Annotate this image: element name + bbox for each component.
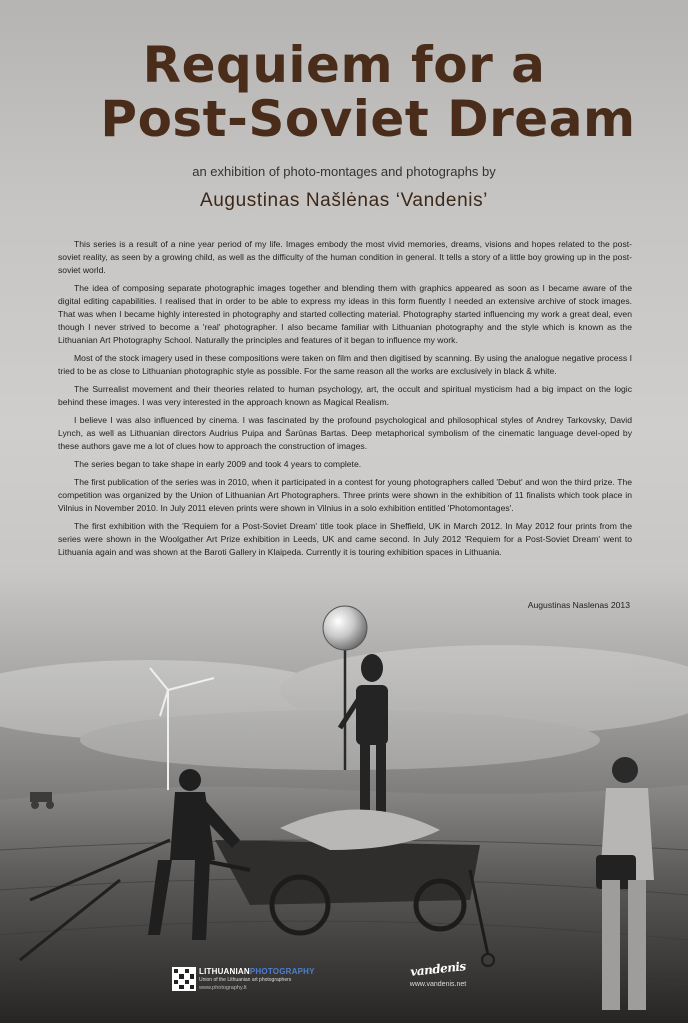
paragraph: Most of the stock imagery used in these compositions were taken on film and then digitised by scanning. By using the analogue negative process I tried to be as close to Lithuanian photographic style as possible. For the same reason all the works are exclusively in black & white. <box>58 353 632 376</box>
paragraph: I believe I was also influenced by cinema. I was fascinated by the profound psychological and philosophical styles of Andrey Tarkovsky, David Lynch, as well as Lithuanian directors Audrius Puipa and Šarūnas Bartas. Deep metaphorical symbolism of the cinematic language devel-oped by these authors gave me a lot of clues how to approach the construction of images. <box>58 415 632 451</box>
statement-text <box>58 238 632 564</box>
vandenis-signature: vandenis <box>409 959 467 979</box>
lp-logo-subtitle: Union of the Lithuanian art photographers <box>199 977 292 983</box>
lithuanian-photography-mark-icon <box>172 967 196 991</box>
paragraph: The idea of composing separate photographic images together and blending them with graphics appeared as soon as I became aware of the digital editing capabilities. I realised that in order to be able to express my ideas in this form fluently I needed an extensive archive of stock images. That was when I became highly interested in photography and started collecting material. Photography started influencing my work a great deal, even though I never strived to become a 'real' photographer. I also became familiar with Lithuanian photography and the style which is known as the Lithuanian Art Photography School. Naturally the principles and features of it began to influence my work. <box>58 283 632 345</box>
exhibition-subtitle: an exhibition of photo-montages and photographs by <box>192 164 496 179</box>
poster-title-line-1: Requiem for a <box>142 36 546 94</box>
vandenis-logo <box>398 959 478 988</box>
author-signature-line: Augustinas Naslenas 2013 <box>527 600 630 610</box>
vandenis-url: www.vandenis.net <box>409 981 467 988</box>
paragraph: This series is a result of a nine year period of my life. Images embody the most vivid memories, dreams, visions and hopes related to the post-soviet reality, as seen by a growing child, as well as the difficulty of the human condition in general. It tells a story of a little boy growing up in the post-soviet world. <box>58 239 632 275</box>
poster-title-line-2: Post-Soviet Dream <box>100 90 636 148</box>
lp-logo-name: LITHUANIANPHOTOGRAPHY <box>199 967 315 976</box>
lp-logo-url: www.photography.lt <box>199 985 247 991</box>
lithuanian-photography-logo <box>172 967 315 991</box>
paragraph: The Surrealist movement and their theories related to human psychology, art, the occult and spiritual mysticism had a big impact on the logic behind these images. I was very interested in the approach known as Magical Realism. <box>58 384 632 407</box>
paragraph: The series began to take shape in early 2009 and took 4 years to complete. <box>74 459 362 469</box>
paragraph: The first exhibition with the 'Requiem for a Post-Soviet Dream' title took place in Sheffield, UK in March 2012. In May 2012 four prints from the series were shown in the Woolgather Art Prize exhibition in Leeds, UK and came second. In July 2012 'Requiem for a Post-Soviet Dream' went to Lithuania again and was shown at the Baroti Gallery in Klaipeda. Currently it is touring exhibition spaces in Lithuania. <box>58 521 632 557</box>
paragraph: The first publication of the series was in 2010, when it participated in a contest for young photographers called 'Debut' and won the third prize. The competition was organized by the Union of Lithuanian Art Photographers. Three prints were shown in the exhibition of 11 finalists which took place in Vilnius in November 2010. In July 2011 eleven prints were shown in Vilnius in a solo exhibition entitled 'Photomontages'. <box>58 477 632 513</box>
author-name: Augustinas Našlėnas ‘Vandenis’ <box>199 190 489 211</box>
